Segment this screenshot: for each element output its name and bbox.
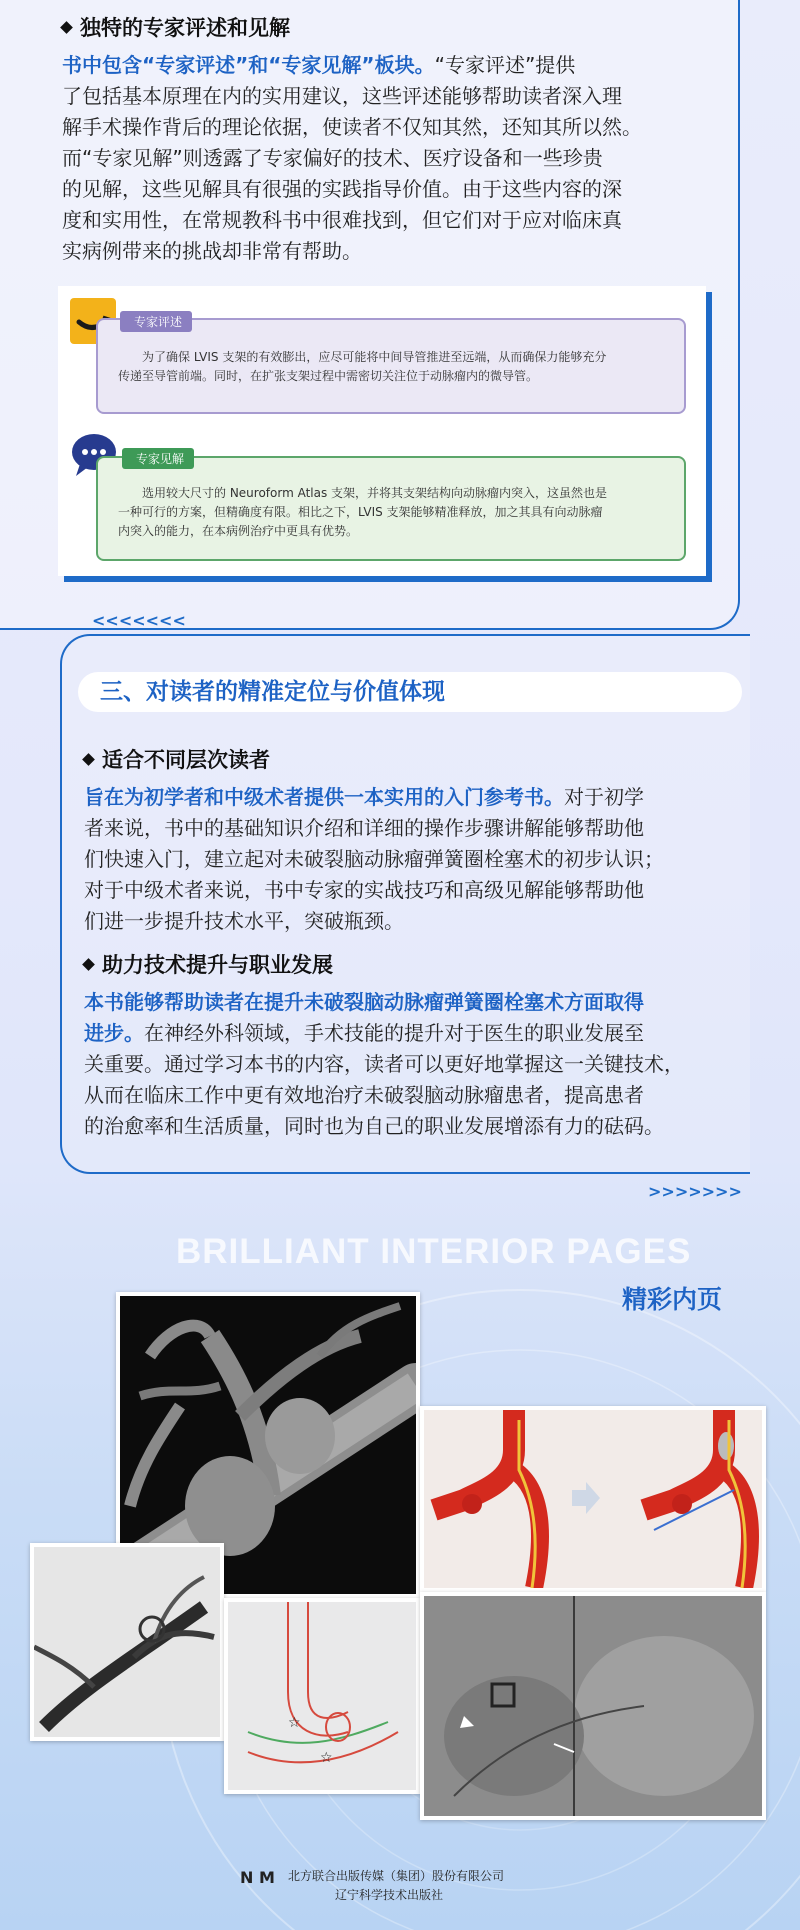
sample-page-excerpt bbox=[58, 286, 706, 576]
expert-comment-tag: 专家评述 bbox=[120, 311, 192, 332]
dsa-angiogram-image bbox=[30, 1543, 224, 1741]
paragraph-readers: 旨在为初学者和中级术者提供一本实用的入门参考书。对于初学 者来说，书中的基础知识介绍和详细的操作步骤讲解能够帮助他 们快速入门，建立起对未破裂脑动脉瘤弹簧圈栓塞术的初步认识； 对于中级术者来说，书中专家的实战技巧和高级见解能够帮助他 们进一步提升技术水平，突破瓶颈。 bbox=[84, 785, 664, 933]
right-arrows-decoration: >>>>>>> bbox=[648, 1182, 742, 1201]
expert-comment-box: 为了确保 LVIS 支架的有效膨出，应尽可能将中间导管推进至远端，从而确保力能够充分 传递至导管前端。同时，在扩张支架过程中需密切关注位于动脉瘤内的微导管。 bbox=[96, 318, 686, 414]
svg-text:☆: ☆ bbox=[320, 1750, 333, 1766]
paragraph-expert-comments: 书中包含“专家评述”和“专家见解”板块。“专家评述”提供 了包括基本原理在内的实用建议，这些评述能够帮助读者深入理 解手术操作背后的理论依据，使读者不仅知其然，还知其所以然。 而“专家见解”则透露了专家偏好的技术、医疗设备和一些珍贵 的见解，这些见解具有很强的实践指导价值。由于这些内容的深 度和实用性，在常规教科书中很难找到，但它们对于应对临床真 实病例带来的挑战却非常有帮助。 bbox=[62, 53, 642, 263]
stent-illustration-image bbox=[420, 1406, 766, 1592]
subheading-readers: 适合不同层次读者 bbox=[84, 744, 270, 774]
stent-diagram-image bbox=[224, 1598, 420, 1794]
para-highlight: 书中包含“专家评述”和“专家见解”板块。 bbox=[62, 53, 435, 77]
interior-pages-title: 精彩内页 bbox=[622, 1285, 723, 1314]
diamond-bullet-icon bbox=[82, 753, 95, 766]
publisher-logo: N M bbox=[240, 1868, 275, 1887]
diamond-bullet-icon bbox=[82, 958, 95, 971]
svg-text:☆: ☆ bbox=[288, 1715, 301, 1731]
expert-view-tag: 专家见解 bbox=[122, 448, 194, 469]
section-title-readers: 三、对读者的精准定位与价值体现 bbox=[78, 672, 742, 712]
interior-pages-english-title: BRILLIANT INTERIOR PAGES bbox=[176, 1232, 692, 1271]
paragraph-career: 本书能够帮助读者在提升未破裂脑动脉瘤弹簧圈栓塞术方面取得 进步。在神经外科领域，手术技能的提升对于医生的职业发展至 关重要。通过学习本书的内容，读者可以更好地掌握这一关键技术， 从而在临床工作中更有效地治疗未破裂脑动脉瘤患者，提高患者 的治愈率和生活质量，同时也为自己的职业发展增添有力的砝码。 bbox=[84, 990, 684, 1138]
diamond-bullet-icon bbox=[60, 21, 73, 34]
subheading-career: 助力技术提升与职业发展 bbox=[84, 949, 333, 979]
subheading-expert-comments: 独特的专家评述和见解 bbox=[62, 12, 290, 42]
left-arrows-decoration: <<<<<<< bbox=[92, 611, 186, 630]
expert-view-box: 选用较大尺寸的 Neuroform Atlas 支架，并将其支架结构向动脉瘤内突入，这虽然也是 一种可行的方案，但精确度有限。相比之下，LVIS 支架能够精准释放，加之其具有向动脉瘤 内突入的能力，在本病例治疗中更具有优势。 bbox=[96, 456, 686, 561]
publisher-name: 辽宁科学技术出版社 bbox=[335, 1888, 444, 1902]
publisher-group-name: 北方联合出版传媒（集团）股份有限公司 bbox=[288, 1869, 505, 1883]
fluoroscopy-image bbox=[420, 1592, 766, 1820]
